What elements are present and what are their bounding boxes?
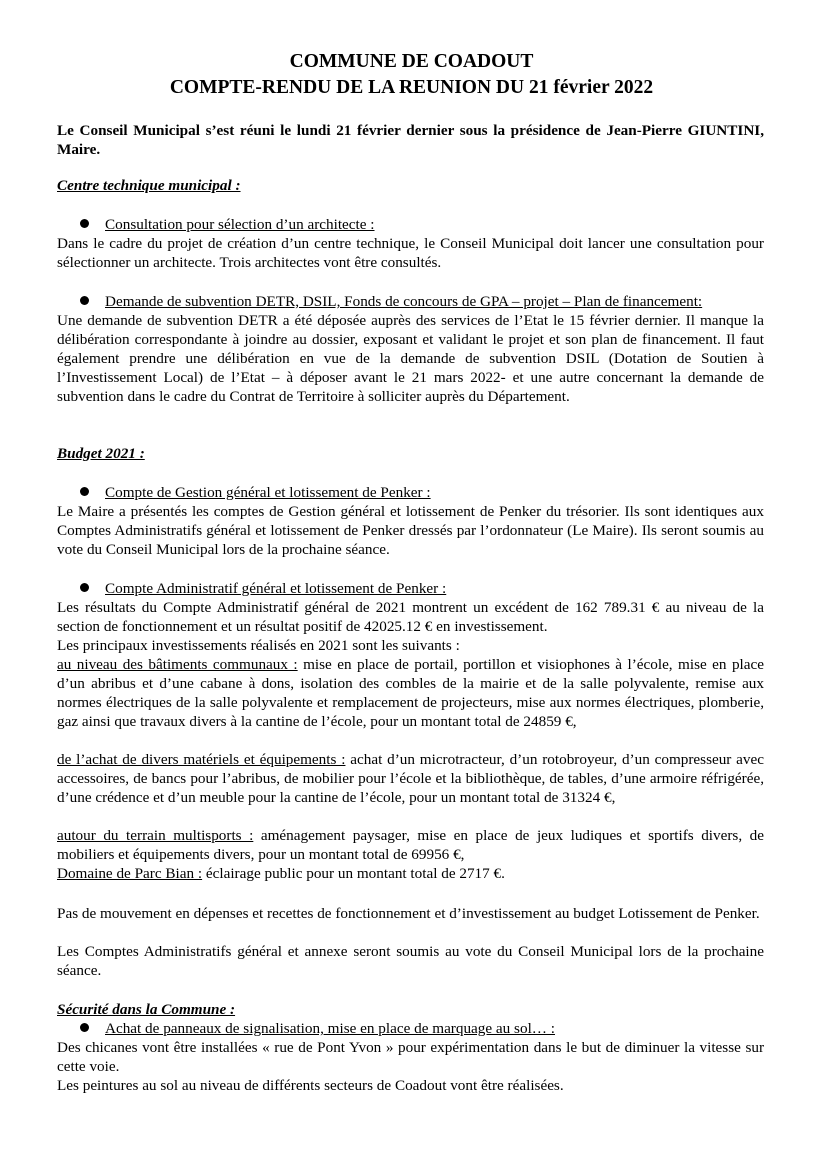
bullet-dot-icon — [80, 1023, 89, 1032]
investment-text: éclairage public pour un montant total de 2717 €. — [202, 865, 505, 882]
bullet-dot-icon — [80, 296, 89, 305]
document-title: COMMUNE DE COADOUT — [289, 51, 534, 72]
document-subtitle: COMPTE-RENDU DE LA REUNION DU 21 février 2022 — [169, 77, 654, 98]
investment-item — [57, 750, 764, 807]
bullet-label: Achat de panneaux de signalisation, mise en place de marquage au sol… : — [105, 1020, 555, 1037]
investment-label: de l’achat de divers matériels et équipements : — [57, 751, 346, 768]
bullet-item — [80, 292, 702, 311]
investment-item — [57, 864, 764, 883]
bullet-item — [80, 215, 375, 234]
section-heading-budget: Budget 2021 : — [57, 445, 145, 462]
investment-item — [57, 655, 764, 731]
investment-label: Domaine de Parc Bian : — [57, 865, 203, 882]
paragraph: Les résultats du Compte Administratif général de 2021 montrent un excédent de 162 789.31 € au niveau de la section de fonctionnement et un résultat positif de 42025.12 € en investissement. — [57, 599, 764, 635]
investment-text: achat d’un microtracteur, d’un rotobroyeur, d’un compresseur avec accessoires, de bancs pour l’abribus, de mobilier pour l’école et la bibliothèque, de tables, d’une armoire réfrigérée, d’une crédence et d’un meuble pour la cantine de l’école, pour un montant total de 31324 €, — [57, 751, 765, 806]
bullet-dot-icon — [80, 583, 89, 592]
paragraph: Dans le cadre du projet de création d’un centre technique, le Conseil Municipal doit lancer une consultation pour sélectionner un architecte. Trois architectes vont être consultés. — [57, 235, 764, 271]
paragraph: Des chicanes vont être installées « rue de Pont Yvon » pour expérimentation dans le but de diminuer la vitesse sur cette voie. — [57, 1039, 764, 1075]
paragraph: Les peintures au sol au niveau de différents secteurs de Coadout vont être réalisées. — [57, 1077, 564, 1094]
investment-label: au niveau des bâtiments communaux : — [57, 656, 298, 673]
section-heading-centre-technique: Centre technique municipal : — [57, 177, 241, 194]
investment-label: autour du terrain multisports : — [57, 827, 254, 844]
bullet-dot-icon — [80, 219, 89, 228]
bullet-label: Consultation pour sélection d’un architecte : — [105, 216, 375, 233]
paragraph: Une demande de subvention DETR a été déposée auprès des services de l’Etat le 15 février dernier. Il manque la délibération correspondante à joindre au dossier, exposant et validant le projet et son plan de financement. Il faut également prendre une délibération en vue de la demande de subvention DSIL (Dotation de Soutien à l’Investissement Local) de l’Etat – à déposer avant le 21 mars 2022- et une autre concernant la demande de subvention dans le cadre du Contrat de Territoire à solliciter auprès du Département. — [57, 312, 764, 405]
investment-text: aménagement paysager, mise en place de jeux ludiques et sportifs divers, de mobiliers et équipements divers, pour un montant total de 69956 €, — [57, 827, 764, 863]
bullet-label: Demande de subvention DETR, DSIL, Fonds de concours de GPA – projet – Plan de financement: — [105, 293, 703, 310]
bullet-item — [80, 579, 446, 598]
bullet-item — [80, 1019, 555, 1038]
bullet-label: Compte Administratif général et lotissement de Penker : — [105, 580, 447, 597]
intro-paragraph: Le Conseil Municipal s’est réuni le lundi 21 février dernier sous la présidence de Jean-Pierre GIUNTINI, Maire. — [57, 122, 764, 158]
paragraph: Le Maire a présentés les comptes de Gestion général et lotissement de Penker du trésorier. Ils sont identiques aux Comptes Administratifs général et lotissement de Penker dressés par l’ordonnateur (Le Maire). Ils seront soumis au vote du Conseil Municipal lors de la prochaine séance. — [57, 503, 764, 558]
paragraph: Pas de mouvement en dépenses et recettes de fonctionnement et d’investissement au budget Lotissement de Penker. — [57, 905, 760, 922]
bullet-dot-icon — [80, 487, 89, 496]
paragraph: Les principaux investissements réalisés en 2021 sont les suivants : — [57, 637, 460, 654]
bullet-item — [80, 483, 431, 502]
paragraph: Les Comptes Administratifs général et annexe seront soumis au vote du Conseil Municipal lors de la prochaine séance. — [57, 943, 764, 979]
bullet-label: Compte de Gestion général et lotissement de Penker : — [105, 484, 431, 501]
investment-text: mise en place de portail, portillon et visiophones à l’école, mise en place d’un abribus et d’une cabane à dons, isolation des combles de la mairie et de la salle polyvalente, remise aux normes électriques de la salle polyvalente et remplacement de projecteurs, mise aux normes électriques, plomberie, gaz ainsi que travaux divers à la cantine de l’école, pour un montant total de 24859 €, — [57, 656, 764, 730]
investment-item — [57, 826, 764, 864]
section-heading-securite: Sécurité dans la Commune : — [57, 1001, 236, 1018]
